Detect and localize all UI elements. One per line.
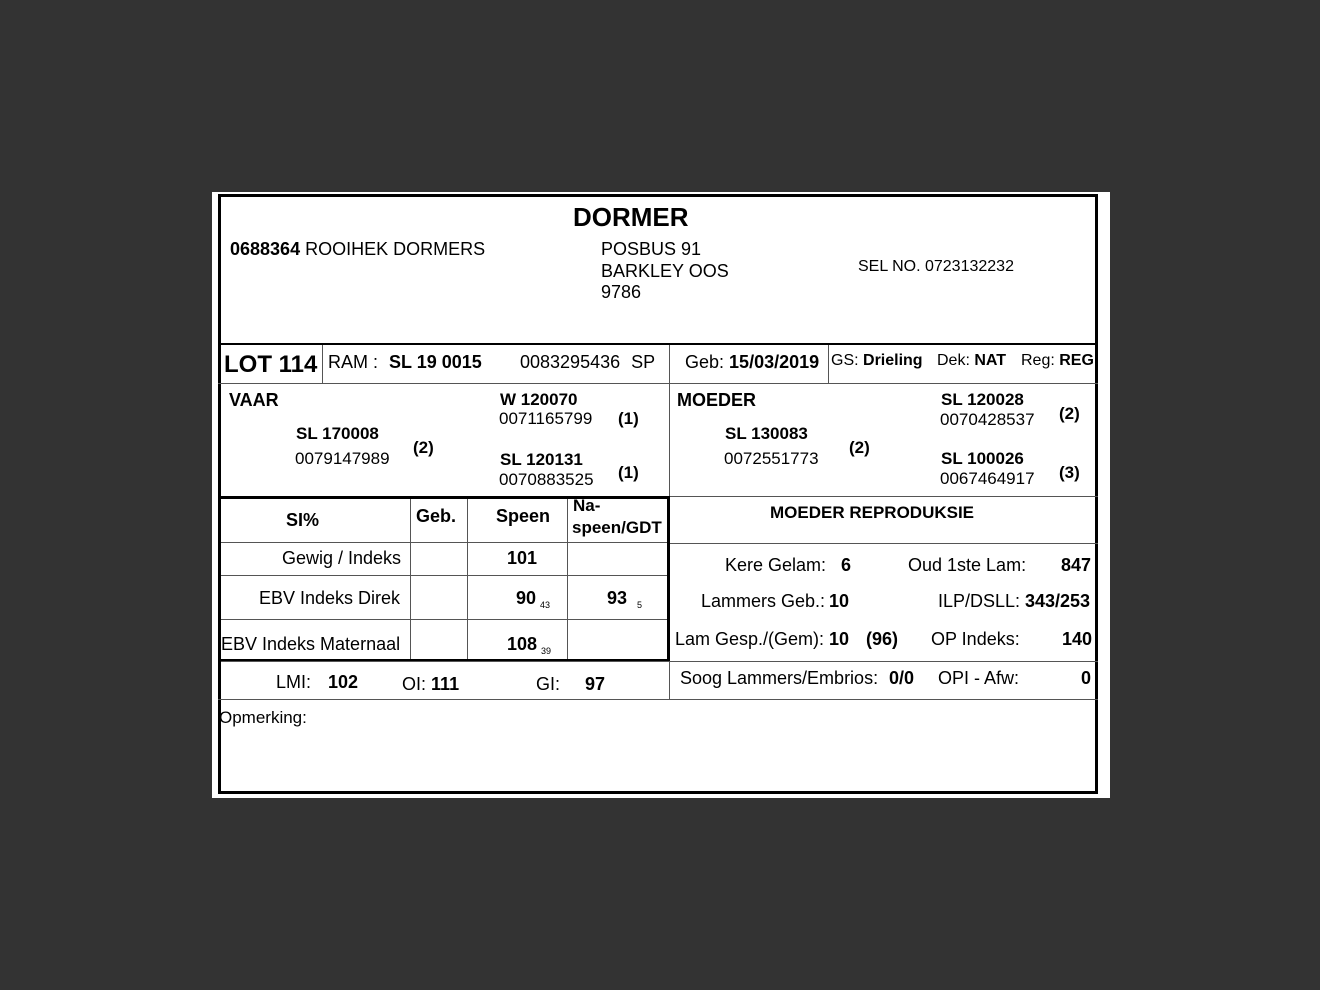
repro-title: MOEDER REPRODUKSIE (770, 503, 975, 522)
si-header-naspeen: speen/GDT (572, 518, 662, 537)
lammers-geb-value: 10 (829, 591, 850, 611)
si-header-speen: Speen (496, 506, 551, 526)
moeder-number: 0072551773 (724, 449, 819, 468)
opi-label: OPI - Afw: (938, 668, 1020, 688)
gi-label: GI: (536, 674, 561, 694)
index-row-top-line (221, 661, 1098, 662)
lam-gesp-gem: (96) (866, 629, 899, 649)
ram-label: RAM : (328, 352, 379, 372)
lam-gesp-label: Lam Gesp./(Gem): (675, 629, 825, 649)
pedigree-divider (669, 383, 670, 497)
kere-gelam-label: Kere Gelam: (725, 555, 827, 575)
moeder-sire-note: (2) (1059, 404, 1080, 423)
si-table-top (218, 496, 670, 499)
kere-gelam-value: 6 (841, 555, 852, 575)
si-header-na: Na- (573, 496, 601, 515)
soog-value: 0/0 (889, 668, 915, 688)
ilp-value: 343/253 (1025, 591, 1091, 611)
gi-value: 97 (585, 674, 606, 694)
address-line-3: 9786 (601, 282, 642, 302)
oi-value: 111 (431, 674, 460, 694)
card-frame (218, 194, 1098, 794)
oud-1ste-lam-label: Oud 1ste Lam: (908, 555, 1027, 575)
vaar-number: 0079147989 (295, 449, 390, 468)
moeder-dam-number: 0067464917 (940, 469, 1035, 488)
oi-index (402, 675, 459, 693)
vaar-dam-number: 0070883525 (499, 470, 594, 489)
vaar-label: VAAR (229, 390, 279, 410)
moeder-sire-id: SL 120028 (941, 390, 1024, 409)
ram-number-line (520, 353, 655, 371)
index-row-divider (669, 661, 670, 700)
lmi-value: 102 (328, 672, 359, 692)
si-row-naspeen-2 (607, 589, 642, 610)
si-row-speen-2-sub: 43 (540, 600, 551, 610)
birth-date (685, 353, 819, 371)
si-header-si: SI% (286, 510, 320, 530)
vaar-sire-id: W 120070 (500, 390, 578, 409)
dek-info (937, 353, 1006, 369)
lot-divider (322, 345, 323, 383)
moeder-sire-number: 0070428537 (940, 410, 1035, 429)
ram-number: 0083295436 (520, 352, 621, 372)
lot-number: LOT 114 (224, 351, 318, 378)
gs-info (831, 353, 923, 369)
gs-label: GS: (831, 352, 859, 369)
si-row-line-2 (221, 575, 667, 576)
lammers-geb-label: Lammers Geb.: (701, 591, 826, 611)
breed-title: DORMER (573, 202, 689, 232)
phone-number: SEL NO. 0723132232 (858, 258, 1014, 275)
si-row-speen-2-value: 90 (516, 588, 537, 608)
lmi-label: LMI: (276, 672, 312, 692)
si-row-speen-3-sub: 39 (541, 646, 552, 656)
oi-label: OI: (402, 674, 427, 694)
dek-value: NAT (974, 352, 1007, 369)
oud-1ste-lam-value: 847 (1061, 555, 1092, 575)
ram-info (328, 353, 482, 371)
soog-label: Soog Lammers/Embrios: (680, 668, 879, 688)
address-line-1: POSBUS 91 (601, 239, 702, 259)
si-row-naspeen-2-sub: 5 (637, 600, 643, 610)
si-row-speen-3 (507, 635, 551, 656)
vaar-sire-note: (1) (618, 409, 639, 428)
owner-code: 0688364 (230, 239, 301, 259)
ilp-label: ILP/DSLL: (938, 591, 1021, 611)
remarks-label: Opmerking: (219, 708, 307, 727)
repro-header-line (670, 543, 1098, 544)
lot-row-divider (218, 383, 1098, 384)
lmi-index (276, 673, 358, 691)
remarks-top-line (218, 699, 1098, 700)
lam-gesp-value: 10 (829, 629, 850, 649)
si-row-label-1: Gewig / Indeks (282, 548, 402, 568)
si-header-geb: Geb. (416, 506, 457, 526)
vaar-note: (2) (413, 438, 434, 457)
si-row-line-1 (221, 542, 667, 543)
owner-line (230, 240, 485, 258)
reg-label: Reg: (1021, 352, 1055, 369)
dek-label: Dek: (937, 352, 970, 369)
repro-top-line (670, 496, 1098, 497)
moeder-id: SL 130083 (725, 424, 808, 443)
vaar-dam-id: SL 120131 (500, 450, 583, 469)
gi-index (536, 675, 605, 693)
reg-value: REG (1059, 352, 1094, 369)
ram-id: SL 19 0015 (389, 352, 482, 372)
si-row-label-2: EBV Indeks Direk (259, 588, 401, 608)
geb-label: Geb: (685, 352, 725, 372)
vaar-sire-number: 0071165799 (499, 409, 593, 428)
si-row-line-3 (221, 619, 667, 620)
opi-value: 0 (1081, 668, 1092, 688)
si-col-divider-1 (410, 499, 411, 659)
si-table-right (667, 496, 670, 661)
moeder-label: MOEDER (677, 390, 757, 410)
gs-divider (828, 345, 829, 383)
moeder-dam-id: SL 100026 (941, 449, 1024, 468)
si-row-speen-2 (516, 589, 550, 610)
op-indeks-label: OP Indeks: (931, 629, 1020, 649)
address-line-2: BARKLEY OOS (601, 261, 729, 281)
vaar-dam-note: (1) (618, 463, 639, 482)
si-col-divider-2 (467, 499, 468, 659)
op-indeks-value: 140 (1062, 629, 1093, 649)
header-divider (218, 343, 1098, 345)
moeder-dam-note: (3) (1059, 463, 1080, 482)
si-row-label-3: EBV Indeks Maternaal (221, 634, 401, 654)
geb-value: 15/03/2019 (729, 352, 820, 372)
reg-info (1021, 353, 1094, 369)
vaar-id: SL 170008 (296, 424, 379, 443)
si-row-speen-1: 101 (507, 548, 538, 568)
si-row-naspeen-2-value: 93 (607, 588, 628, 608)
si-row-speen-3-value: 108 (507, 634, 538, 654)
moeder-note: (2) (849, 438, 870, 457)
gs-value: Drieling (863, 352, 923, 369)
geb-divider (669, 345, 670, 383)
si-col-divider-3 (567, 499, 568, 659)
owner-name: ROOIHEK DORMERS (305, 239, 486, 259)
ram-suffix: SP (631, 352, 656, 372)
